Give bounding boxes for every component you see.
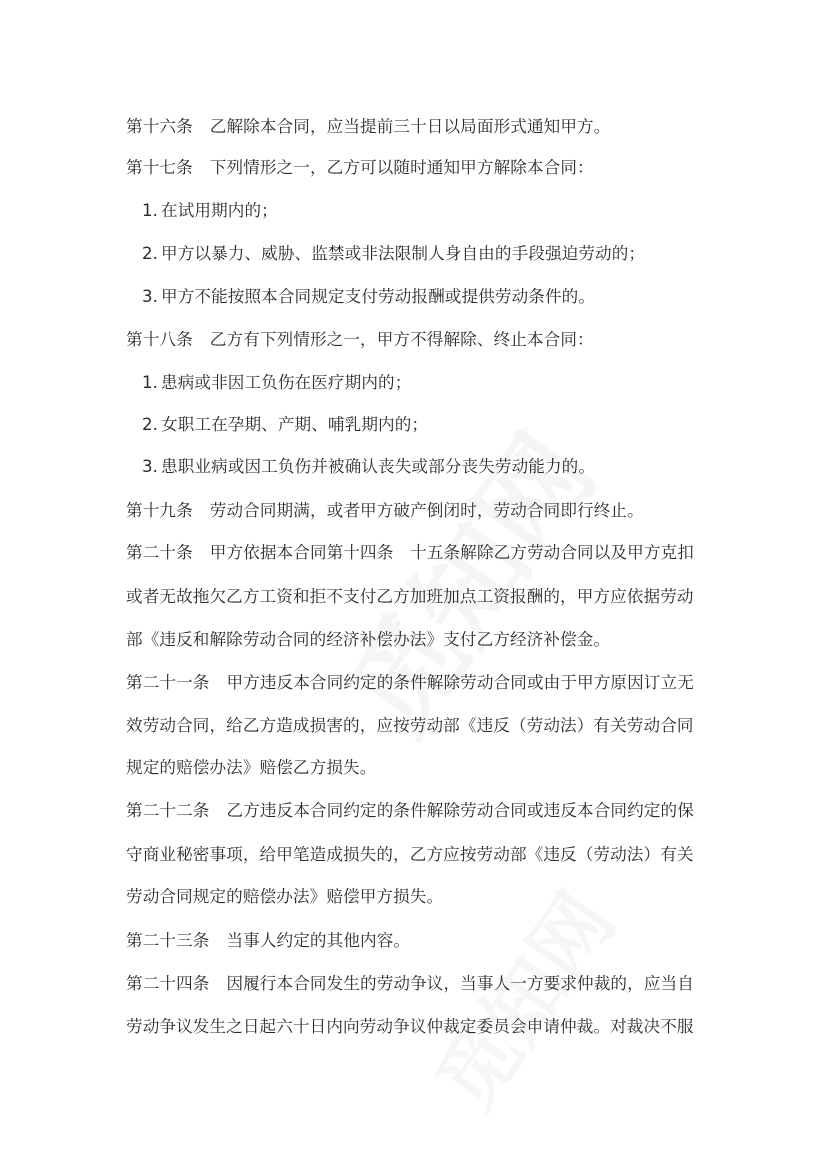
article-label: 第十七条 (126, 158, 193, 177)
article-label: 第十六条 (126, 117, 193, 136)
article-label: 第二十二条 (126, 801, 210, 820)
continuation-line: 效劳动合同，给乙方造成损害的，应按劳动部《违反（劳动法）有关劳动合同 (126, 716, 694, 735)
list-item (142, 286, 595, 308)
article-line (126, 800, 694, 822)
list-item (142, 456, 595, 478)
article-text: 因履行本合同发生的劳动争议，当事人一方要求仲裁的，应当自 (226, 974, 694, 993)
list-number: 1. (142, 201, 159, 220)
article-line (126, 500, 644, 522)
continuation-line: 部《违反和解除劳动合同的经济补偿办法》支付乙方经济补偿金。 (126, 630, 611, 649)
article-text: 甲方依据本合同第十四条 十五条解除乙方劳动合同以及甲方克扣 (209, 543, 694, 562)
list-text: 患职业病或因工负伤并被确认丧失或部分丧失劳动能力的。 (161, 457, 596, 476)
list-number: 2. (142, 415, 159, 434)
article-line (126, 672, 694, 694)
article-line (126, 973, 694, 995)
watermark (306, 399, 625, 760)
list-number: 3. (142, 457, 159, 476)
list-number: 1. (142, 373, 159, 392)
article-text: 下列情形之一，乙方可以随时通知甲方解除本合同： (209, 158, 594, 177)
list-text: 在试用期内的； (161, 201, 278, 220)
list-item (142, 243, 645, 265)
article-text: 乙方违反本合同约定的条件解除劳动合同或违反本合同约定的保 (226, 801, 694, 820)
article-line (126, 930, 410, 952)
article-line (126, 116, 610, 138)
list-text: 甲方以暴力、威胁、监禁或非法限制人身自由的手段强迫劳动的； (161, 244, 646, 263)
article-label: 第十九条 (126, 501, 193, 520)
list-text: 甲方不能按照本合同规定支付劳动报酬或提供劳动条件的。 (161, 287, 596, 306)
list-text: 患病或非因工负伤在医疗期内的； (161, 373, 412, 392)
continuation-line: 劳动争议发生之日起六十日内向劳动争议仲裁定委员会申请仲裁。对裁决不服 (126, 1017, 694, 1036)
article-text: 甲方违反本合同约定的条件解除劳动合同或由于甲方原因订立无 (226, 673, 694, 692)
article-text: 劳动合同期满，或者甲方破产倒闭时，劳动合同即行终止。 (209, 501, 644, 520)
article-label: 第二十条 (126, 543, 193, 562)
list-text: 女职工在孕期、产期、哺乳期内的； (161, 415, 429, 434)
article-line (126, 157, 594, 179)
article-label: 第二十三条 (126, 931, 210, 950)
list-item (142, 200, 278, 222)
article-label: 第十八条 (126, 330, 193, 349)
article-line (126, 329, 594, 351)
list-item (142, 414, 428, 436)
list-number: 3. (142, 287, 159, 306)
article-text: 乙方有下列情形之一，甲方不得解除、终止本合同： (209, 330, 594, 349)
list-number: 2. (142, 244, 159, 263)
article-text: 乙解除本合同，应当提前三十日以局面形式通知甲方。 (209, 117, 611, 136)
article-label: 第二十一条 (126, 673, 210, 692)
article-label: 第二十四条 (126, 974, 210, 993)
list-item (142, 372, 411, 394)
continuation-line: 规定的赔偿办法》赔偿乙方损失。 (126, 758, 377, 777)
continuation-line: 劳动合同规定的赔偿办法》赔偿甲方损失。 (126, 887, 444, 906)
continuation-line: 守商业秘密事项，给甲笔造成损失的，乙方应按劳动部《违反（劳动法）有关 (126, 845, 694, 864)
article-text: 当事人约定的其他内容。 (226, 931, 411, 950)
article-line (126, 542, 694, 564)
continuation-line: 或者无故拖欠乙方工资和拒不支付乙方加班加点工资报酬的，甲方应依据劳动 (126, 587, 694, 606)
